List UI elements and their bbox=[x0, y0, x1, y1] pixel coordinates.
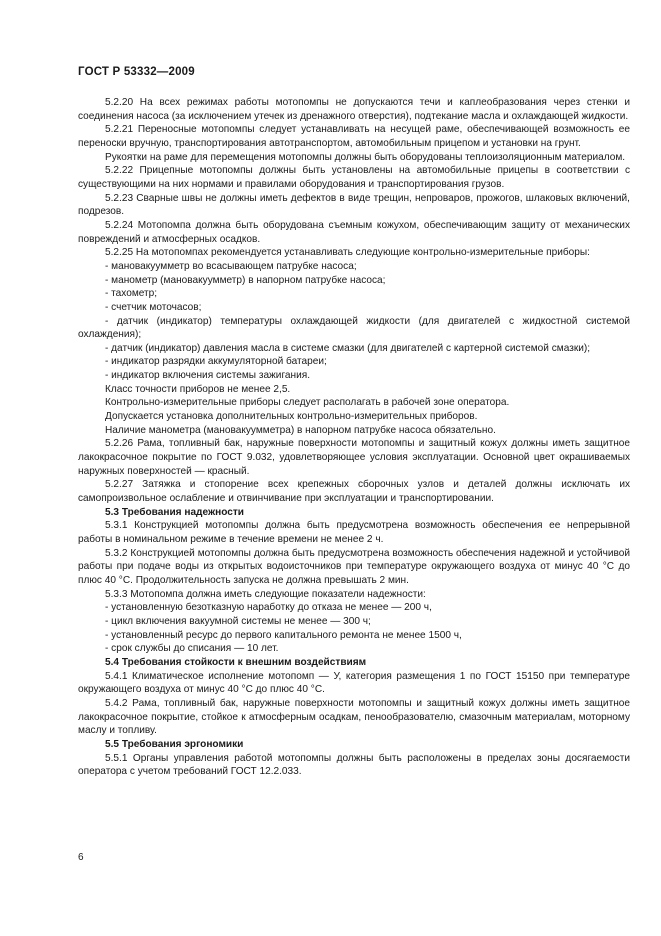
document-body bbox=[78, 96, 630, 779]
list-item: - срок службы до списания — 10 лет. bbox=[105, 643, 279, 655]
list-item: - счетчик моточасов; bbox=[105, 301, 202, 313]
list-item: - цикл включения вакуумной системы не менее — 300 ч; bbox=[105, 615, 371, 627]
list-item: - установленную безотказную наработку до отказа не менее — 200 ч, bbox=[105, 602, 432, 614]
paragraph: 5.2.22 Прицепные мотопомпы должны быть установлены на автомобильные прицепы в соответствии с существующими на них нормами и правилами оборудования и транспортирования грузов. bbox=[78, 165, 630, 190]
paragraph: 5.2.25 На мотопомпах рекомендуется устанавливать следующие контрольно-измерительные приборы: bbox=[105, 247, 590, 259]
list-item: - тахометр; bbox=[105, 288, 158, 300]
list-item: - индикатор разрядки аккумуляторной батареи; bbox=[105, 356, 327, 368]
paragraph: Рукоятки на раме для перемещения мотопомпы должны быть оборудованы теплоизоляционным материалом. bbox=[105, 151, 626, 163]
list-item: - установленный ресурс до первого капитального ремонта не менее 1500 ч, bbox=[105, 629, 462, 641]
section-heading: 5.3 Требования надежности bbox=[105, 506, 244, 518]
page-number: 6 bbox=[78, 852, 84, 863]
paragraph: - датчик (индикатор) температуры охлаждающей жидкости (для двигателей с жидкостной системой охлаждения); bbox=[78, 315, 630, 341]
document-header: ГОСТ Р 53332—2009 bbox=[78, 66, 195, 78]
paragraph: 5.5.1 Органы управления работой мотопомпы должны быть расположены в пределах зоны досягаемости оператора с учетом требований ГОСТ 12.2.033. bbox=[78, 752, 630, 778]
paragraph: 5.2.21 Переносные мотопомпы следует устанавливать на несущей раме, обеспечивающей возможность ее переноски вручную, транспортирования автотранспортом, автомобильным прицепом и установки на грунт. bbox=[78, 124, 630, 149]
paragraph: 5.2.24 Мотопомпа должна быть оборудована съемным кожухом, обеспечивающим защиту от механических повреждений и атмосферных осадков. bbox=[78, 219, 630, 245]
paragraph: 5.3.1 Конструкцией мотопомпы должна быть предусмотрена возможность обеспечения ее непрерывной работы в номинальном режиме в течение времени не менее 2 ч. bbox=[78, 520, 630, 545]
paragraph: 5.2.20 На всех режимах работы мотопомпы не допускаются течи и каплеобразования через стенки и соединения насоса (за исключением утечек из дренажного отверстия), подтекание масла и охлаждающей жидкости. bbox=[78, 97, 630, 122]
list-item: - индикатор включения системы зажигания. bbox=[105, 370, 311, 382]
section-heading: 5.5 Требования эргономики bbox=[105, 738, 244, 750]
paragraph: 5.4.2 Рама, топливный бак, наружные поверхности мотопомпы и защитный кожух должны иметь защитное лакокрасочное покрытие, стойкое к атмосферным осадкам, пенообразователю, смазочным материалам, моторному маслу и топливу. bbox=[78, 697, 630, 737]
paragraph: - датчик (индикатор) давления масла в системе смазки (для двигателей с картерной системой смазки); bbox=[105, 342, 591, 354]
list-item: - манометр (мановакуумметр) в напорном патрубке насоса; bbox=[105, 274, 386, 286]
paragraph: 5.2.27 Затяжка и стопорение всех крепежных сборочных узлов и деталей должны исключать их самопроизвольное ослабление и отвинчивание при эксплуатации и транспортировании. bbox=[78, 479, 630, 505]
paragraph: 5.3.2 Конструкцией мотопомпы должна быть предусмотрена возможность обеспечения надежной и устойчивой работы при подаче воды из открытых водоисточников при температуре окружающего воздуха от минус 40 °С до плюс 40 °С. Продолжительность запуска не должна превышать 2 мин. bbox=[78, 547, 630, 586]
paragraph: 5.2.23 Сварные швы не должны иметь дефектов в виде трещин, непроваров, прожогов, шлаковых включений, подрезов. bbox=[78, 192, 630, 218]
list-item: Допускается установка дополнительных контрольно-измерительных приборов. bbox=[105, 411, 478, 423]
list-item: Контрольно-измерительные приборы следует располагать в рабочей зоне оператора. bbox=[105, 397, 510, 409]
list-item: Класс точности приборов не менее 2,5. bbox=[105, 383, 291, 395]
section-heading: 5.4 Требования стойкости к внешним воздействиям bbox=[105, 656, 367, 668]
list-item: 5.3.3 Мотопомпа должна иметь следующие показатели надежности: bbox=[105, 588, 426, 600]
paragraph: 5.4.1 Климатическое исполнение мотопомп — У, категория размещения 1 по ГОСТ 15150 при температуре окружающего воздуха от минус 40 °С до плюс 40 °С. bbox=[78, 670, 630, 696]
list-item: - мановакуумметр во всасывающем патрубке насоса; bbox=[105, 260, 357, 272]
list-item: Наличие манометра (мановакуумметра) в напорном патрубке насоса обязательно. bbox=[105, 424, 496, 436]
paragraph: 5.2.26 Рама, топливный бак, наружные поверхности мотопомпы и защитный кожух должны иметь защитное лакокрасочное покрытие по ГОСТ 9.032, удовлетворяющее условия эксплуатации. Основной цвет окрашиваемых наружных поверхностей — красный. bbox=[78, 438, 630, 477]
